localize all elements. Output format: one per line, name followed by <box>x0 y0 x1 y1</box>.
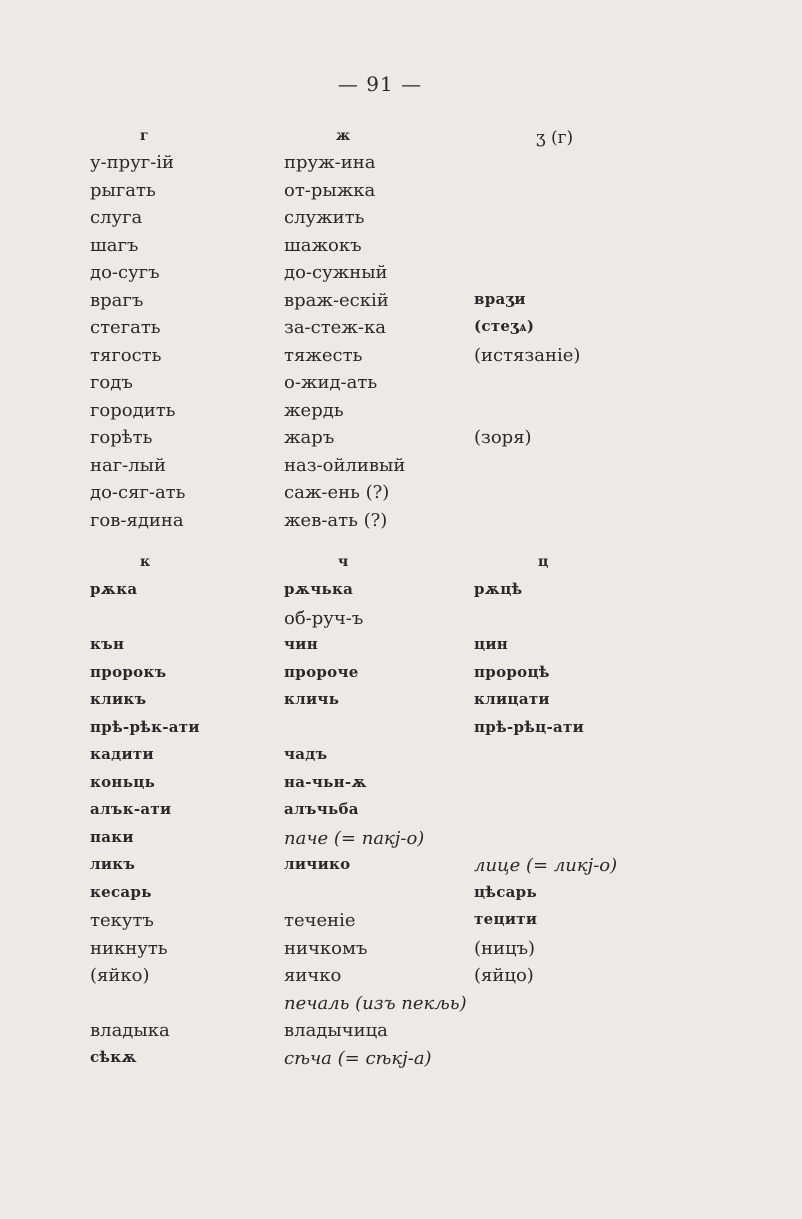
word-ch: чадъ <box>284 745 328 763</box>
word-zh: жаръ <box>284 427 335 448</box>
word-c: лице (= ликј-о) <box>474 855 618 876</box>
word-c: тецити <box>474 910 538 928</box>
table-row <box>0 372 802 400</box>
word-k: прѣ-рѣк-ати <box>90 717 200 736</box>
word-g: до-сугъ <box>90 262 160 283</box>
word-dz: (зоря) <box>474 427 532 448</box>
column-header: к <box>140 554 151 570</box>
word-ch: сѣча (= сѣкј-а) <box>284 1047 432 1069</box>
word-ch: теченіе <box>284 910 356 931</box>
word-c: пророцѣ <box>474 662 550 681</box>
word-g: шагъ <box>90 234 139 256</box>
table-row <box>0 152 802 180</box>
table-row <box>0 938 802 966</box>
table-row <box>0 1020 802 1048</box>
word-zh: о-жид-ать <box>284 372 378 393</box>
table-row <box>0 1048 802 1076</box>
word-dz: (истязаніе) <box>474 344 581 366</box>
word-ch: чин <box>284 635 318 653</box>
word-g: гов-ядина <box>90 509 184 531</box>
word-k: кесарь <box>90 882 152 901</box>
word-zh: пруж-ина <box>284 152 376 173</box>
table-row <box>0 427 802 455</box>
word-k: коньць <box>90 772 156 791</box>
word-k: кадити <box>90 745 154 763</box>
word-ch: об-руч-ъ <box>284 607 364 629</box>
word-ch: алъчьба <box>284 800 359 818</box>
word-ch: печаль (изъ пекљь) <box>284 992 467 1014</box>
word-dz: (стеʒѧ) <box>474 317 535 335</box>
word-ch: яичко <box>284 965 342 986</box>
word-g: слуга <box>90 207 143 228</box>
word-k: (яйко) <box>90 965 150 986</box>
word-c: прѣ-рѣц-ати <box>474 717 585 736</box>
word-g: у-пруг-ій <box>90 152 175 173</box>
word-ch: владычица <box>284 1020 388 1041</box>
word-zh: за-стеж-ка <box>284 317 386 338</box>
word-g: врагъ <box>90 289 144 311</box>
table-row <box>0 482 802 510</box>
table-row <box>0 663 802 691</box>
word-ch: кличь <box>284 690 340 708</box>
word-zh: наз-ойливый <box>284 454 406 476</box>
table-row <box>0 345 802 373</box>
word-c: цин <box>474 635 509 653</box>
word-k: кън <box>90 635 125 653</box>
word-ch: паче (= пакј-о) <box>284 827 425 849</box>
word-g: наг-лый <box>90 454 166 476</box>
word-zh: саж-ень (?) <box>284 482 390 503</box>
word-k: рѫка <box>90 580 138 598</box>
word-c: (яйцо) <box>474 965 534 986</box>
table-row <box>0 400 802 428</box>
table-row <box>0 635 802 663</box>
table-row <box>0 773 802 801</box>
table-row <box>0 910 802 938</box>
word-g: годъ <box>90 372 133 393</box>
column-header: ʒ (г) <box>536 128 574 148</box>
column-header: г <box>140 128 149 144</box>
column-header: ж <box>336 128 351 144</box>
table-row <box>0 290 802 318</box>
word-ch: личико <box>284 855 351 873</box>
table-row <box>0 745 802 773</box>
word-k: владыка <box>90 1020 170 1041</box>
column-header: ч <box>338 554 349 570</box>
table-row <box>0 262 802 290</box>
table-row <box>0 965 802 993</box>
word-k: кликъ <box>90 690 147 708</box>
word-g: городить <box>90 399 176 421</box>
table-row <box>0 207 802 235</box>
word-g: рыгать <box>90 179 156 201</box>
word-k: пророкъ <box>90 662 167 681</box>
table-row <box>0 608 802 636</box>
table-row <box>0 993 802 1021</box>
table-row <box>0 580 802 608</box>
table-row <box>0 718 802 746</box>
table-row <box>0 180 802 208</box>
word-zh: от-рыжка <box>284 179 376 201</box>
word-zh: жердь <box>284 399 344 421</box>
word-c: рѫцѣ <box>474 580 523 598</box>
word-c: (ницъ) <box>474 937 536 959</box>
word-g: стегать <box>90 317 161 338</box>
table-row <box>0 800 802 828</box>
word-k: никнуть <box>90 937 168 959</box>
word-zh: жев-ать (?) <box>284 509 388 531</box>
word-dz: враʒи <box>474 289 526 308</box>
word-k: алък-ати <box>90 800 172 818</box>
word-zh: тяжесть <box>284 344 363 366</box>
word-ch: пророче <box>284 662 359 681</box>
word-ch: рѫчька <box>284 580 354 598</box>
word-zh: шажокъ <box>284 234 362 256</box>
column-header: ц <box>538 554 549 570</box>
table-row <box>0 828 802 856</box>
word-ch: на-чьн-ѫ <box>284 772 367 791</box>
table-row <box>0 510 802 538</box>
word-zh: до-сужный <box>284 262 388 283</box>
table-row <box>0 855 802 883</box>
table-row <box>0 455 802 483</box>
table-row <box>0 235 802 263</box>
word-g: горѣть <box>90 427 153 448</box>
word-k: паки <box>90 827 134 846</box>
word-zh: служить <box>284 207 365 228</box>
word-k: ликъ <box>90 855 136 873</box>
word-c: клицати <box>474 690 550 708</box>
word-c: цѣсарь <box>474 882 537 901</box>
page-number: — 91 — <box>337 72 423 96</box>
section2-header-row <box>0 554 802 582</box>
word-zh: враж-ескій <box>284 289 389 311</box>
table-row <box>0 690 802 718</box>
word-g: до-сяг-ать <box>90 482 186 503</box>
table-row <box>0 317 802 345</box>
table-row <box>0 883 802 911</box>
word-k: текутъ <box>90 910 154 931</box>
word-k: сѣкѫ <box>90 1047 137 1066</box>
word-g: тягость <box>90 344 162 366</box>
word-ch: ничкомъ <box>284 937 368 959</box>
